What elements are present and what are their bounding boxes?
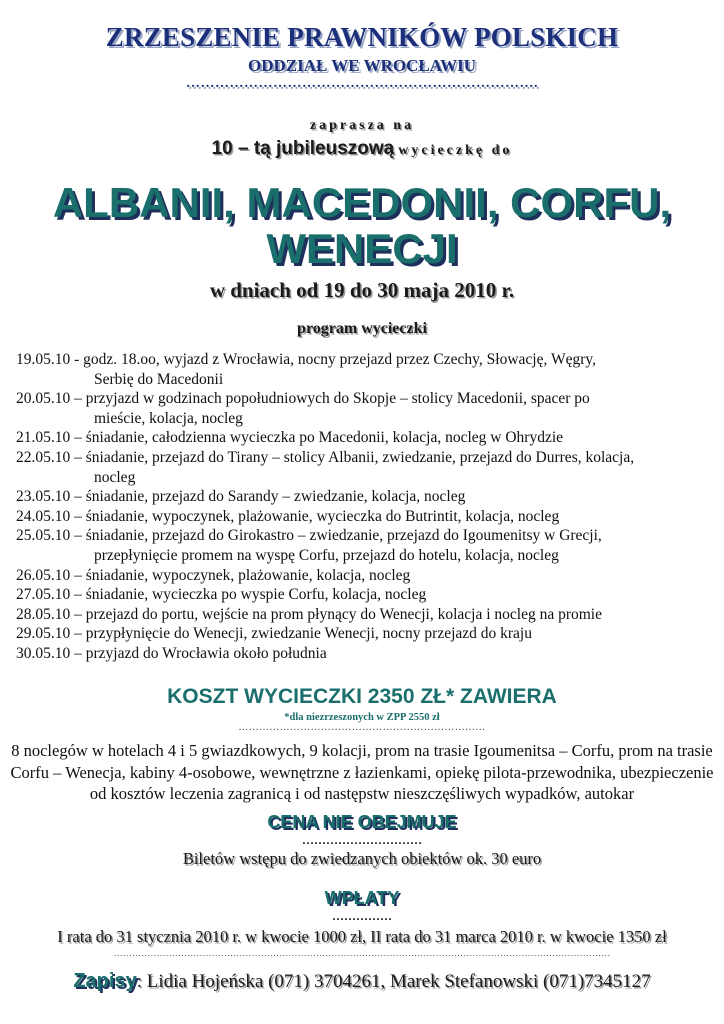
- organization-name: ZRZESZENIE PRAWNIKÓW POLSKICH: [105, 22, 619, 52]
- contact-label: Zapisy: [73, 970, 137, 992]
- program-item: [16, 487, 716, 507]
- trip-to-text: wycieczkę do: [398, 143, 513, 158]
- program-item: [16, 605, 716, 625]
- cost-note: *dla niezrzeszonych w ZPP 2550 zł: [284, 712, 440, 723]
- trip-dates: w dniach od 19 do 30 maja 2010 r.: [209, 278, 515, 302]
- program-item-text: 20.05.10 – przyjazd w godzinach popołudniowych do Skopje – stolicy Macedonii, spacer po: [16, 390, 590, 408]
- exclusions-details: Biletów wstępu do zwiedzanych obiektów ok. 30 euro: [182, 849, 542, 868]
- program-item-text: 21.05.10 – śniadanie, całodzienna wycieczka po Macedonii, kolacja, nocleg w Ohrydzie: [16, 429, 564, 447]
- destination-title: [0, 180, 724, 272]
- header-separator: ……………………………………………………………….: [186, 76, 538, 91]
- program-item: [16, 350, 716, 389]
- exclusions-separator: …………………………: [302, 833, 422, 847]
- program-item-text: 28.05.10 – przejazd do portu, wejście na prom płynący do Wenecji, kolacja i nocleg na promie: [16, 605, 602, 623]
- program-item: [16, 428, 716, 448]
- program-item-continuation: nocleg: [94, 468, 136, 486]
- payments-details: I rata do 31 stycznia 2010 r. w kwocie 1000 zł, II rata do 31 marca 2010 r. w kwocie 1350 zł: [57, 927, 667, 946]
- program-item-text: 27.05.10 – śniadanie, wycieczka po wyspie Corfu, kolacja, nocleg: [16, 586, 427, 604]
- cost-details: 8 noclegów w hotelach 4 i 5 gwiazdkowych, 9 kolacji, prom na trasie Igoumenitsa – Corfu, prom na trasie Corfu – Wenecja, kabiny 4-osobowe, wewnętrzne z łazienkami, opiekę pilota-przewodnika, ubezpieczenie od kosztów leczenia zagranicą i od następstw nieszczęśliwych wypadków, autokar: [10, 741, 714, 803]
- contact-line: [0, 970, 724, 993]
- jubilee-text: 10 – tą jubileuszową: [211, 138, 395, 159]
- payments-long-separator: ………………………………………………………………………………………………………………………………………………: [113, 948, 611, 958]
- contact-text: : Lidia Hojeńska (071) 3704261, Marek Stefanowski (071)7345127: [136, 971, 651, 992]
- payments-title: WPŁATY: [324, 888, 400, 908]
- branch-name: ODDZIAŁ WE WROCŁAWIU: [248, 56, 476, 75]
- program-item-text: 26.05.10 – śniadanie, wypoczynek, plażowanie, kolacja, nocleg: [16, 566, 411, 584]
- program-list: [16, 350, 716, 664]
- program-item: [16, 389, 716, 428]
- jubilee-line: [0, 138, 724, 160]
- destination-line-1: ALBANII, MACEDONII, CORFU,: [52, 179, 672, 226]
- program-item: [16, 526, 716, 565]
- program-item: [16, 448, 716, 487]
- destination-line-2: WENECJI: [266, 225, 458, 272]
- program-item-continuation: mieście, kolacja, nocleg: [94, 409, 243, 427]
- program-item: [16, 585, 716, 605]
- program-item-text: 22.05.10 – śniadanie, przejazd do Tirany – stolicy Albanii, zwiedzanie, przejazd do Durres, kolacja,: [16, 448, 635, 466]
- program-item-continuation: przepłynięcie promem na wyspę Corfu, przejazd do hotelu, kolacja, nocleg: [94, 546, 559, 564]
- program-item-text: 25.05.10 – śniadanie, przejazd do Girokastro – zwiedzanie, przejazd do Igoumenitsy w Grecji,: [16, 527, 602, 545]
- program-item: [16, 624, 716, 644]
- invite-text: zaprasza na: [309, 118, 415, 133]
- program-item-text: 23.05.10 – śniadanie, przejazd do Sarandy – zwiedzanie, kolacja, nocleg: [16, 488, 466, 506]
- program-item-continuation: Serbię do Macedonii: [94, 370, 224, 388]
- cost-separator: ………………………………………………………………: [238, 722, 486, 733]
- program-title: program wycieczki: [297, 320, 427, 337]
- exclusions-title: CENA NIE OBEJMUJE: [267, 812, 457, 832]
- cost-title: KOSZT WYCIECZKI 2350 ZŁ* ZAWIERA: [167, 685, 557, 708]
- program-item-text: 19.05.10 - godz. 18.oo, wyjazd z Wrocławia, nocny przejazd przez Czechy, Słowację, Węgry,: [16, 351, 596, 368]
- program-item-text: 29.05.10 – przypłynięcie do Wenecji, zwiedzanie Wenecji, nocny przejazd do kraju: [16, 625, 532, 643]
- payments-separator: ……………: [332, 909, 392, 923]
- program-item: [16, 644, 716, 664]
- program-item: [16, 507, 716, 527]
- program-item-text: 30.05.10 – przyjazd do Wrocławia około południa: [16, 644, 327, 662]
- program-item: [16, 566, 716, 586]
- program-item-text: 24.05.10 – śniadanie, wypoczynek, plażowanie, wycieczka do Butrintit, kolacja, nocleg: [16, 507, 560, 525]
